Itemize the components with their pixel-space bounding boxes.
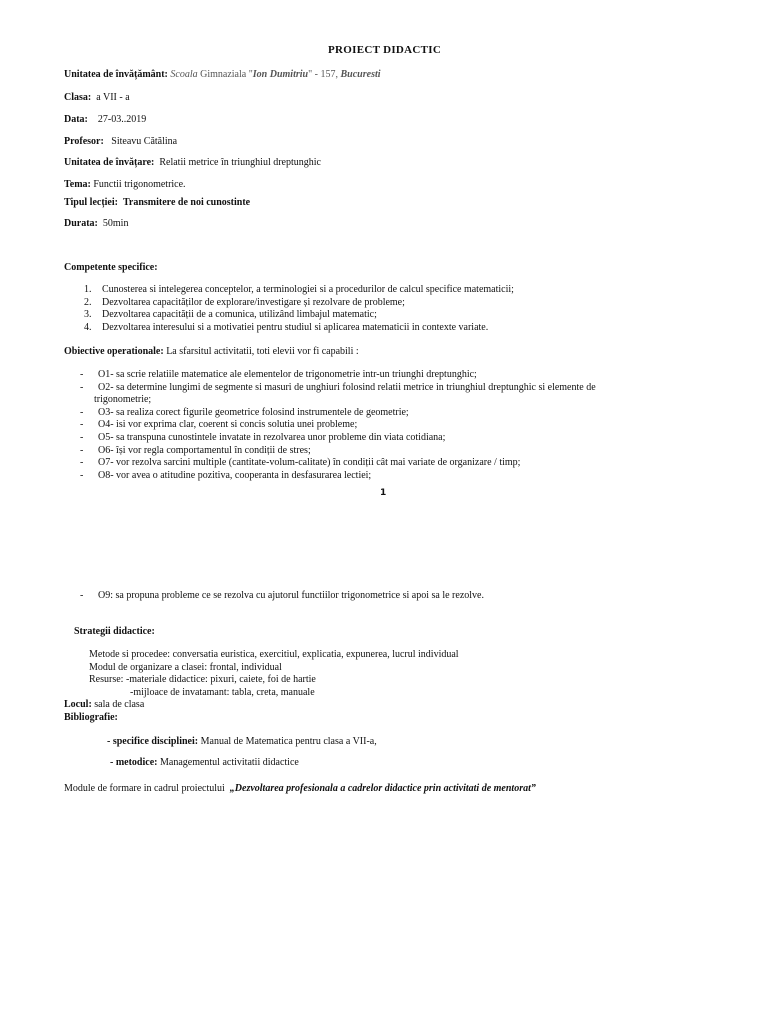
- obiective-list: [80, 369, 596, 482]
- locul-value: sala de clasa: [94, 699, 145, 710]
- profesor-value: Siteavu Cătălina: [111, 136, 178, 147]
- metodice-value: Managementul activitatii didactice: [159, 757, 299, 768]
- bibliografie-heading: Bibliografie:: [64, 712, 118, 723]
- module-formare-line: [64, 783, 536, 794]
- bibliografie-specifice: [107, 736, 377, 747]
- school-city: Bucuresti: [340, 69, 381, 80]
- strategii-heading: Strategii didactice:: [74, 626, 155, 637]
- competenta-item: 2. Dezvoltarea capacităților de explorare/investigare și rezolvare de probleme;: [84, 296, 405, 308]
- unitate-invatare-label: Unitatea de învățare:: [64, 157, 155, 168]
- durata-label: Durata:: [64, 218, 98, 229]
- tema-value: Functii trigonometrice.: [93, 179, 186, 190]
- unitate-invatamant-label: Unitatea de învățământ:: [64, 69, 168, 80]
- obiectiv-item: - O5- sa transpuna cunostintele invatate in rezolvarea unor probleme din viata cotidiana;: [80, 431, 446, 443]
- unitate-invatamant-line: [64, 69, 381, 80]
- locul-label: Locul:: [64, 699, 92, 710]
- obiectiv-item: - O1- sa scrie relatiile matematice ale elementelor de trigonometrie intr-un triunghi dreptunghic;: [80, 369, 477, 380]
- obiectiv-item: - O2- sa determine lungimi de segmente si masuri de unghiuri folosind relatii metrice in triunghiul dreptunghic si elemente de: [80, 381, 596, 393]
- obiective-intro: La sfarsitul activitatii, toti elevii vor fi capabili :: [166, 346, 359, 357]
- strategii-resurse: Resurse: -materiale didactice: pixuri, caiete, foi de hartie: [89, 674, 316, 686]
- clasa-line: [64, 92, 130, 103]
- bibliografie-metodice: [110, 757, 299, 768]
- tipul-value: Transmitere de noi cunostinte: [122, 197, 251, 208]
- strategii-block: [89, 649, 459, 699]
- page-number: 1: [380, 488, 387, 498]
- obiectiv-item: - O4- isi vor exprima clar, coerent si concis solutia unei probleme;: [80, 419, 358, 431]
- durata-value: 50min: [102, 218, 129, 229]
- module-formare-project: „Dezvoltarea profesionala a cadrelor didactice prin activitati de mentorat”: [229, 783, 536, 794]
- tipul-line: [64, 197, 250, 208]
- obiective-heading: Obiective operationale:: [64, 346, 164, 357]
- school-prefix: Scoala: [170, 69, 198, 80]
- data-label: Data:: [64, 114, 88, 125]
- specifice-value: Manual de Matematica pentru clasa a VII-a,: [200, 736, 377, 747]
- document-title: PROIECT DIDACTIC: [328, 44, 442, 56]
- school-suffix: " - 157,: [308, 69, 341, 80]
- obiectiv-item: - O7- vor rezolva sarcini multiple (cantitate-volum-calitate) în condiții cât mai variate de organizare / timp;: [80, 457, 521, 469]
- obiectiv-item: - O6- își vor regla comportamentul în condiții de stres;: [80, 444, 311, 456]
- competente-list: [84, 284, 514, 334]
- competenta-item: 4. Dezvoltarea interesului si a motivatiei pentru studiul si aplicarea matematicii in contexte variate.: [84, 321, 489, 333]
- clasa-value: a VII - a: [96, 92, 130, 103]
- clasa-label: Clasa:: [64, 92, 92, 103]
- obiectiv-o9: - O9: sa propuna probleme ce se rezolva cu ajutorul functiilor trigonometrice si apoi sa le rezolve.: [80, 590, 484, 601]
- unitate-invatare-value: Relatii metrice în triunghiul dreptunghic: [159, 157, 321, 168]
- profesor-label: Profesor:: [64, 136, 104, 147]
- locul-line: [64, 699, 144, 710]
- specifice-label: - specifice disciplinei:: [107, 736, 199, 747]
- durata-line: [64, 218, 128, 229]
- school-name: Ion Dumitriu: [252, 69, 309, 80]
- unitate-invatare-line: [64, 157, 321, 168]
- strategii-metode: Metode si procedee: conversatia euristica, exercitiul, explicatia, expunerea, lucrul individual: [89, 649, 459, 660]
- school-mid: Gimnaziala ": [197, 69, 253, 80]
- module-formare-text: Module de formare in cadrul proiectului: [64, 783, 225, 794]
- obiectiv-item-continuation: trigonometrie;: [94, 394, 152, 406]
- obiectiv-item: - O3- sa realiza corect figurile geometrice folosind instrumentele de geometrie;: [80, 406, 409, 418]
- strategii-modul: Modul de organizare a clasei: frontal, individual: [89, 661, 282, 673]
- competente-heading: Competente specifice:: [64, 262, 158, 273]
- strategii-mijloace: -mijloace de invatamant: tabla, creta, manuale: [130, 686, 315, 698]
- obiectiv-item: - O8- vor avea o atitudine pozitiva, cooperanta in desfasurarea lectiei;: [80, 469, 372, 481]
- competenta-item: 1. Cunosterea si intelegerea conceptelor, a terminologiei si a procedurilor de calcul specifice matematicii;: [84, 284, 514, 295]
- data-value: 27-03..2019: [97, 114, 147, 125]
- metodice-label: - metodice:: [110, 757, 158, 768]
- obiective-line: [64, 346, 359, 357]
- tema-line: [64, 179, 186, 190]
- competenta-item: 3. Dezvoltarea capacității de a comunica, utilizând limbajul matematic;: [84, 309, 377, 320]
- tema-label: Tema:: [64, 179, 91, 190]
- tipul-label: Tipul lecției:: [64, 197, 118, 208]
- data-line: [64, 114, 146, 125]
- profesor-line: [64, 136, 177, 147]
